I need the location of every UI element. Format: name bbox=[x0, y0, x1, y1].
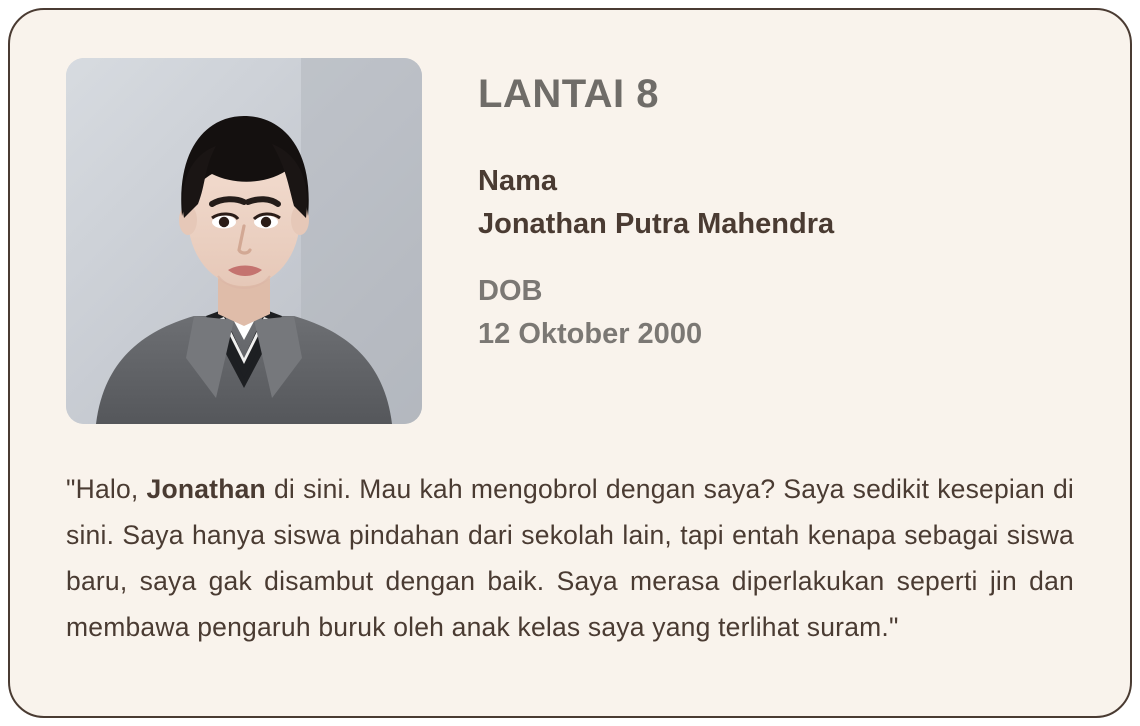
page-title: LANTAI 8 bbox=[478, 72, 660, 116]
character-quote bbox=[66, 466, 1074, 650]
portrait-photo-illustration bbox=[66, 58, 422, 424]
field-label-dob: DOB bbox=[478, 275, 543, 308]
field-nama bbox=[478, 162, 1074, 244]
field-value-dob: 12 Oktober 2000 bbox=[478, 318, 703, 351]
portrait-photo bbox=[66, 58, 422, 424]
profile-card bbox=[8, 8, 1132, 718]
quote-highlight-name: Jonathan bbox=[146, 474, 266, 504]
field-dob bbox=[478, 272, 1074, 354]
field-label-nama: Nama bbox=[478, 165, 557, 197]
profile-info bbox=[478, 58, 1074, 383]
quote-part-1: "Halo, bbox=[66, 474, 147, 504]
quote-part-2: di sini. Mau kah mengobrol dengan saya? Saya sedikit kesepian di sini. Saya hanya siswa pindahan dari sekolah lain, tapi entah kenapa sebagai siswa baru, saya gak disambut dengan baik. Saya merasa diperlakukan seperti jin dan membawa pengaruh buruk oleh anak kelas saya yang terlihat suram." bbox=[66, 474, 1074, 643]
field-value-nama: Jonathan Putra Mahendra bbox=[478, 208, 835, 241]
card-top-row bbox=[66, 58, 1074, 424]
